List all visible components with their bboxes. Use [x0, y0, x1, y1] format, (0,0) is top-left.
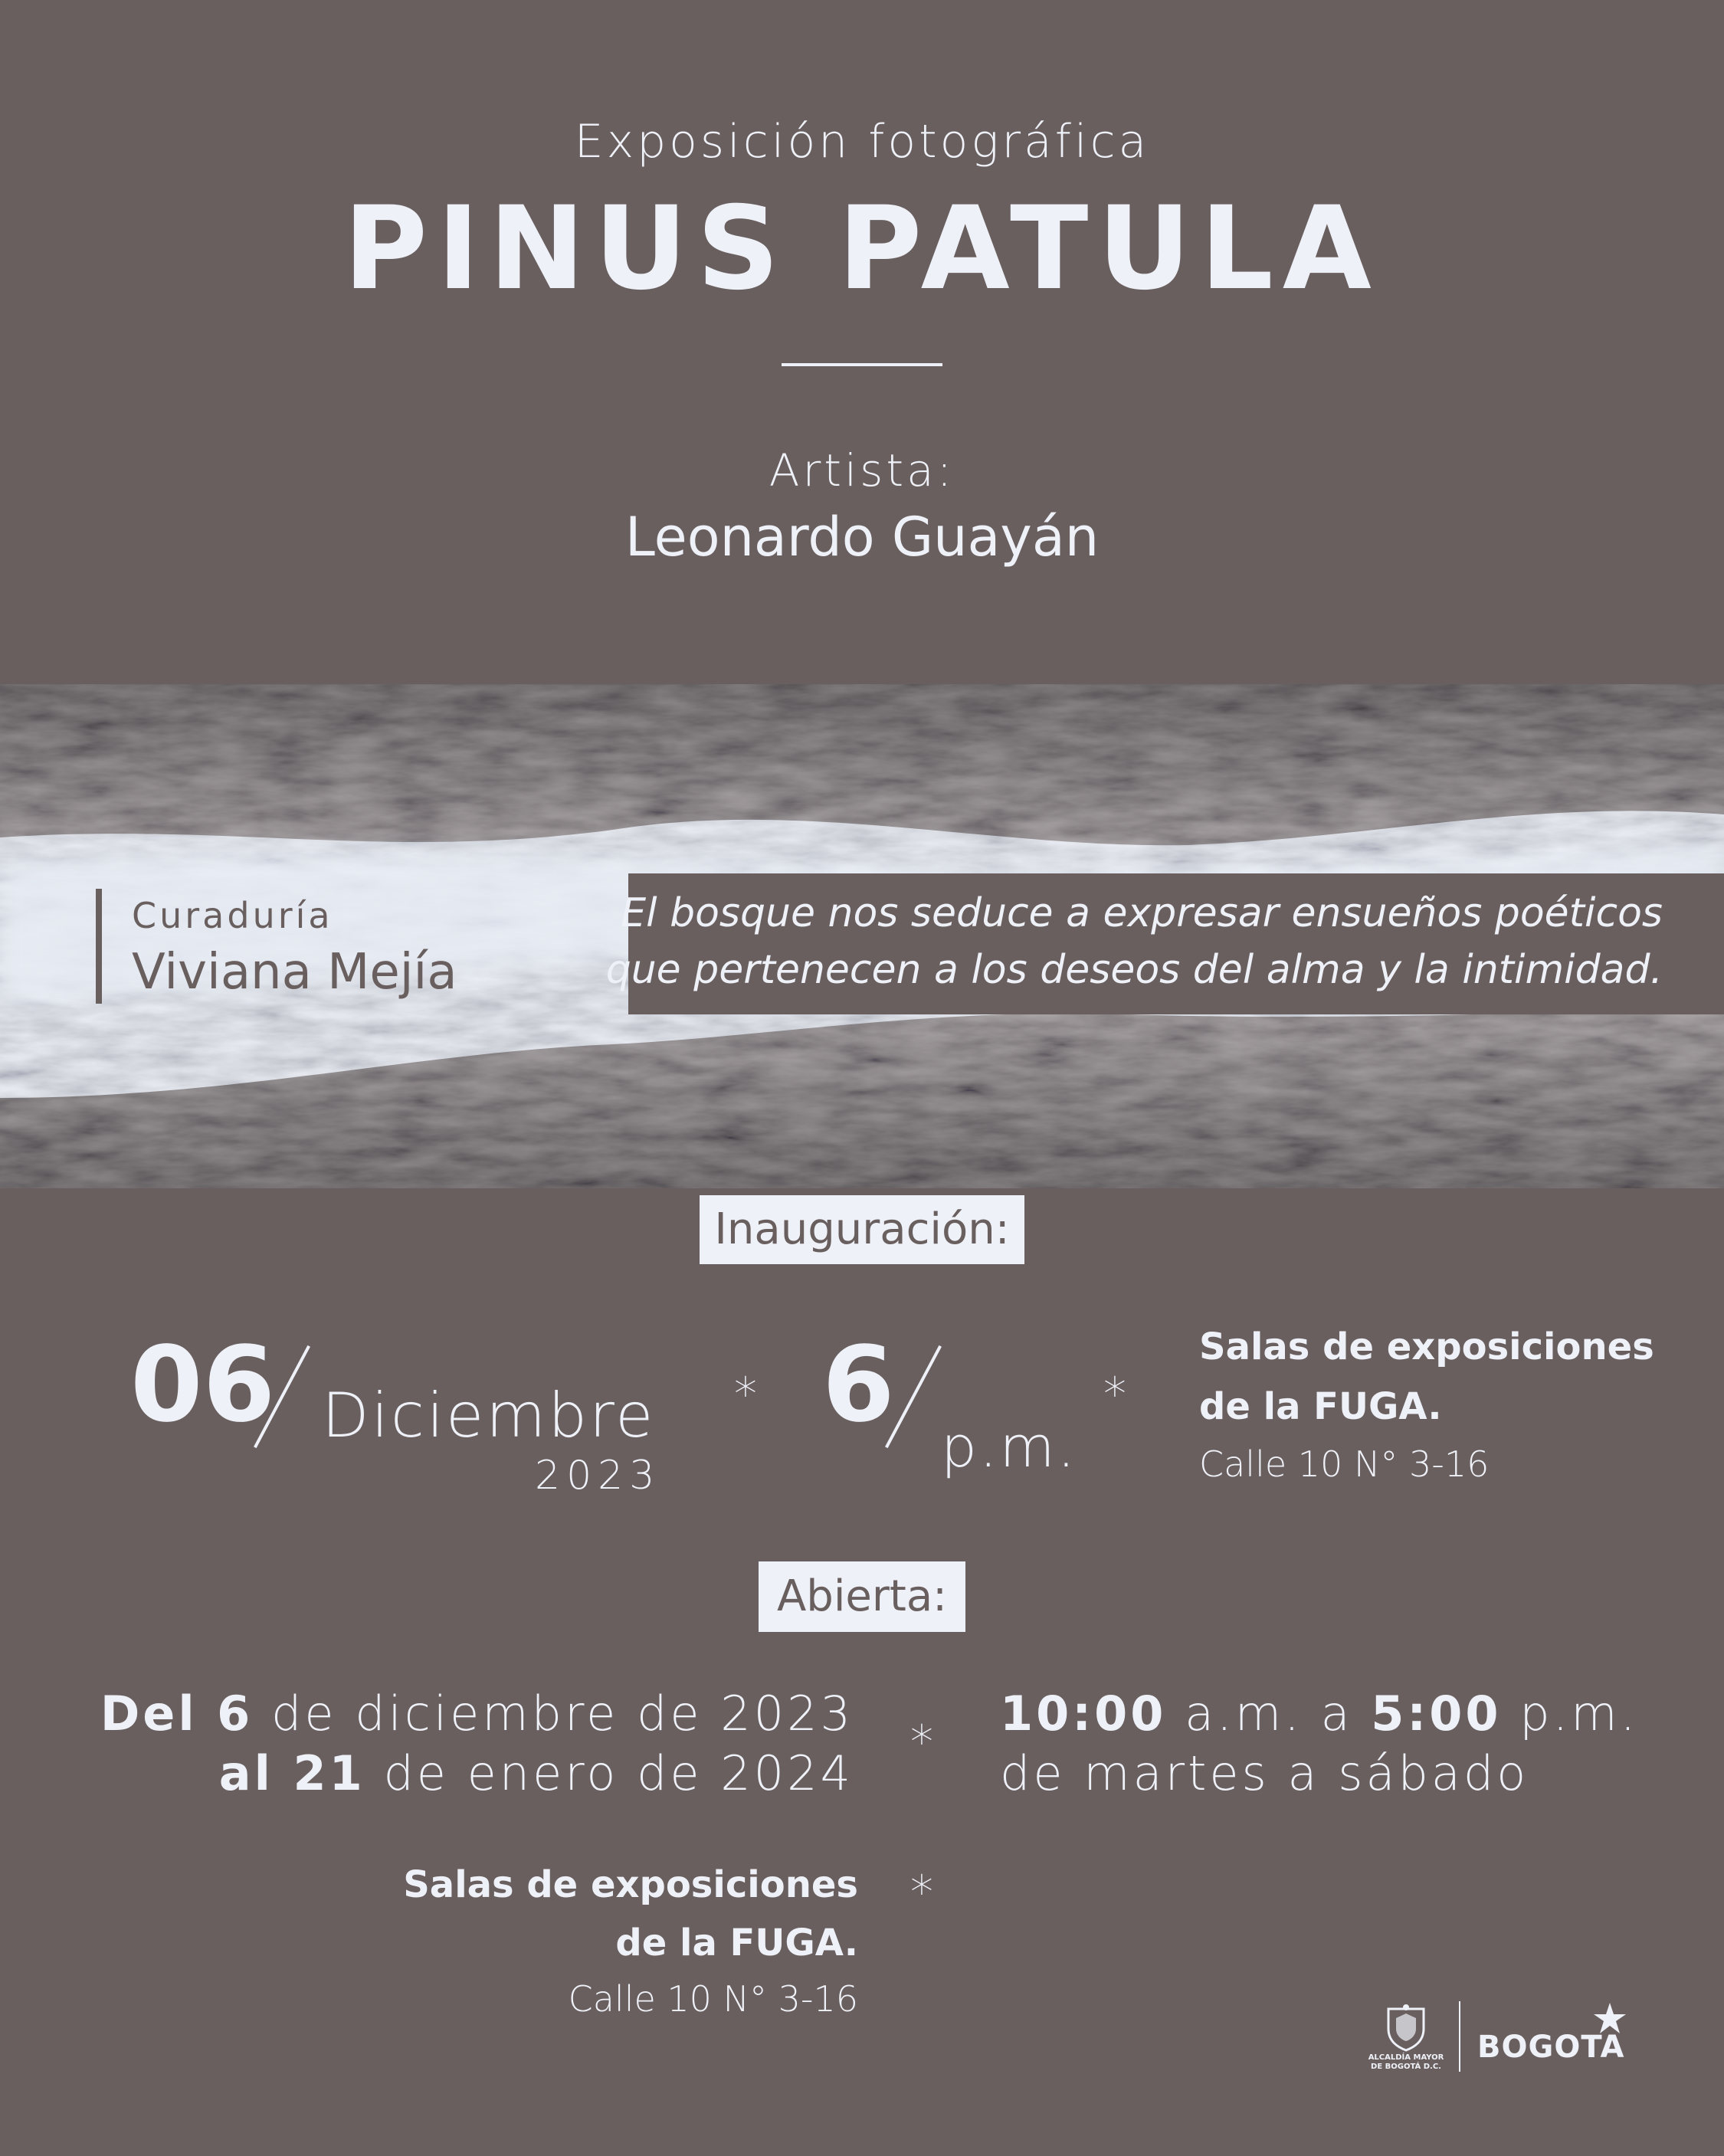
inauguration-venue-line2: de la FUGA. [1199, 1385, 1442, 1428]
curator-label: Curaduría [132, 895, 333, 936]
curator-name: Viviana Mejía [132, 944, 457, 1001]
bogota-logo: BOGOTA [1477, 2030, 1625, 2065]
open-days: de martes a sábado [1000, 1745, 1529, 1801]
inauguration-address: Calle 10 N° 3-16 [1199, 1443, 1490, 1485]
exhibition-subtitle: Exposición fotográfica [574, 115, 1150, 169]
inauguration-year: 2023 [535, 1453, 661, 1499]
alcaldia-crest-icon [1382, 2003, 1430, 2052]
inauguration-day: 06 [130, 1325, 276, 1446]
footer-logos [1364, 1998, 1640, 2075]
inauguration-hour: 6 [822, 1325, 895, 1446]
open-range-line2 [77, 1745, 854, 1801]
open-venue-line2: de la FUGA. [615, 1922, 858, 1964]
alcaldia-text-line1: ALCALDÍA MAYOR [1368, 2053, 1444, 2062]
curator-accent-bar [96, 889, 102, 1004]
range-start-day: 6 [217, 1686, 254, 1742]
title-divider [782, 363, 942, 366]
quote-line-2: que pertenecen a los deseos del alma y la intimidad. [605, 947, 1663, 993]
alcaldia-text-line2: DE BOGOTÁ D.C. [1371, 2063, 1441, 2071]
hours-end: 5:00 [1371, 1686, 1502, 1742]
range-end-day: 21 [293, 1745, 365, 1801]
open-range-line1 [77, 1686, 854, 1742]
range-start-rest: de diciembre de 2023 [253, 1686, 854, 1742]
artist-label: Artista: [769, 444, 955, 496]
open-venue-line1: Salas de exposiciones [403, 1863, 858, 1906]
inauguration-month: Diciembre [322, 1380, 656, 1451]
open-label: Abierta: [759, 1561, 965, 1632]
asterisk-separator: * [910, 1866, 933, 1919]
open-hours [1000, 1686, 1639, 1742]
quote-line-1: El bosque nos seduce a expresar ensueños poéticos [621, 890, 1663, 936]
quote-box [605, 873, 1724, 1014]
inauguration-label: Inauguración: [700, 1195, 1024, 1264]
range-end-rest: de enero de 2024 [365, 1745, 854, 1801]
hours-tail: p.m. [1501, 1686, 1639, 1742]
inauguration-venue-line1: Salas de exposiciones [1199, 1325, 1654, 1368]
open-address: Calle 10 N° 3-16 [568, 1978, 858, 2020]
hours-start: 10:00 [1000, 1686, 1167, 1742]
range-prefix: al [218, 1745, 293, 1801]
exhibition-title: PINUS PATULA [343, 182, 1381, 316]
inauguration-ampm: p.m. [941, 1414, 1078, 1480]
artist-name: Leonardo Guayán [624, 506, 1100, 568]
asterisk-separator: * [734, 1368, 757, 1421]
range-prefix: Del [100, 1686, 218, 1742]
asterisk-separator: * [910, 1715, 933, 1769]
asterisk-separator: * [1103, 1368, 1126, 1421]
hours-mid: a.m. a [1166, 1686, 1372, 1742]
star-icon [1592, 2001, 1627, 2036]
logo-separator [1459, 2001, 1460, 2072]
